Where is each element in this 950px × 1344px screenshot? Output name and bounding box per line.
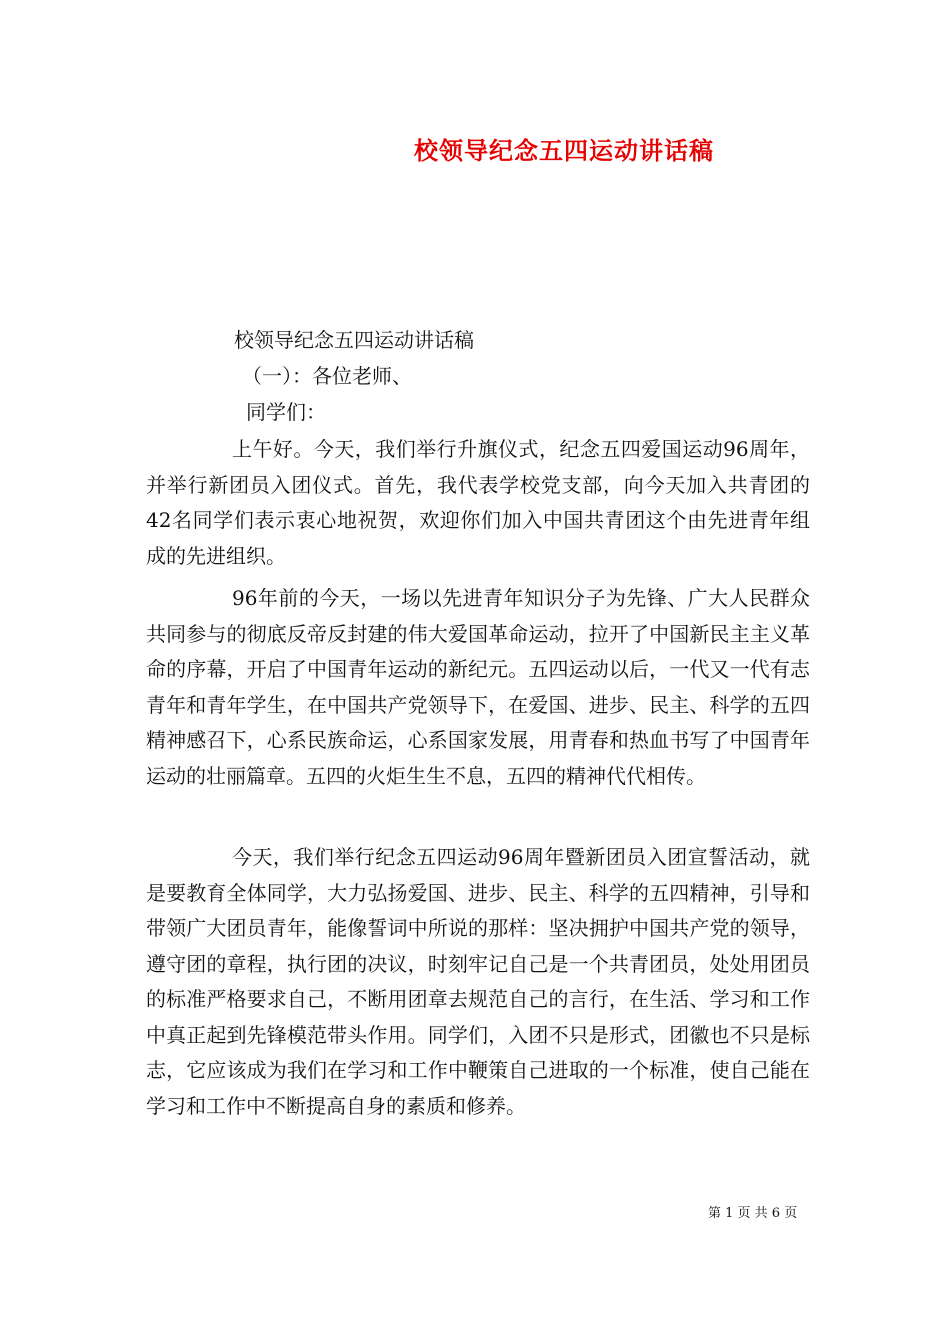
paragraph-2: 96年前的今天，一场以先进青年知识分子为先锋、广大人民群众共同参与的彻底反帝反封建的伟大爱国革命运动，拉开了中国新民主主义革命的序幕，开启了中国青年运动的新纪元。五四运动以后，一代又一代有志青年和青年学生，在中国共产党领导下，在爱国、进步、民主、科学的五四精神感召下，心系民族命运，心系国家发展，用青春和热血书写了中国青年运动的壮丽篇章。五四的火炬生生不息，五四的精神代代相传。 xyxy=(146,586,810,788)
page-number-footer: 第 1 页 共 6 页 xyxy=(708,1206,798,1221)
paragraph-3-block xyxy=(146,840,810,1124)
document-subtitle: 校领导纪念五四运动讲话稿 xyxy=(234,328,474,352)
paragraph-1: 上午好。今天，我们举行升旗仪式，纪念五四爱国运动96周年，并举行新团员入团仪式。首先，我代表学校党支部，向今天加入共青团的42名同学们表示衷心地祝贺，欢迎你们加入中国共青团这个由先进青年组成的先进组织。 xyxy=(146,437,810,568)
salutation-line-2: 同学们： xyxy=(246,400,326,424)
salutation-line-1: （一）：各位老师、 xyxy=(242,364,412,388)
paragraph-1-block xyxy=(146,432,810,574)
paragraph-2-block xyxy=(146,581,810,794)
paragraph-3: 今天，我们举行纪念五四运动96周年暨新团员入团宣誓活动，就是要教育全体同学，大力弘扬爱国、进步、民主、科学的五四精神，引导和带领广大团员青年，能像誓词中所说的那样：坚决拥护中国共产党的领导，遵守团的章程，执行团的决议，时刻牢记自己是一个共青团员，处处用团员的标准严格要求自己，不断用团章去规范自己的言行，在生活、学习和工作中真正起到先锋模范带头作用。同学们，入团不只是形式，团徽也不只是标志，它应该成为我们在学习和工作中鞭策自己进取的一个标准，使自己能在学习和工作中不断提高自身的素质和修养。 xyxy=(146,845,810,1118)
document-title: 校领导纪念五四运动讲话稿 xyxy=(414,136,714,165)
